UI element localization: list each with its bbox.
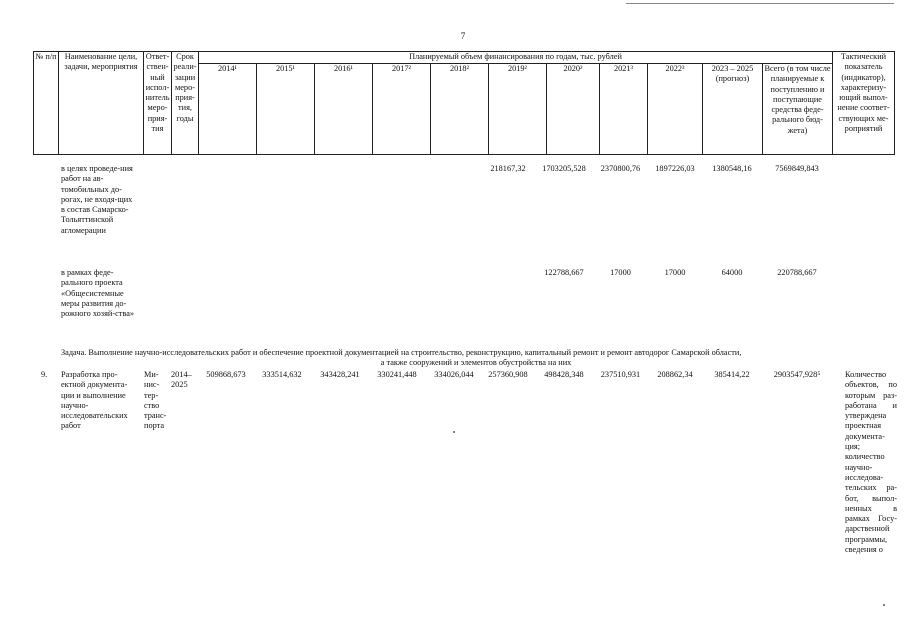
row9-value-total: 2903547,928⁵ [773, 370, 821, 379]
top-rule [626, 3, 894, 4]
row9-term: 2014– 2025 [171, 370, 192, 390]
header-col-num: № п/п [34, 52, 59, 155]
header-year: 2018² [431, 64, 489, 155]
row-a-value-2022: 1897226,03 [655, 164, 695, 173]
row-b-value-2021: 17000 [610, 268, 631, 277]
row9-number: 9. [41, 370, 48, 379]
row-b-value-total: 220788,667 [777, 268, 817, 277]
row-a-value-2023-2025: 1380548,16 [712, 164, 752, 173]
header-year: 2023 – 2025 (прогноз) [703, 64, 763, 155]
row9-indicator: Количество объектов, по которым раз-работана и утверждена проектная документа-ция; количество научно-исследова-тельских ра-бот, выпол-ненных в рамках Госу-дарственной программы, сведения о [845, 370, 897, 555]
row-a-value-2021: 2370800,76 [600, 164, 641, 173]
row9-value-2020: 498428,348 [544, 370, 584, 379]
header-col-indicator: Тактический показатель (индикатор), характеризу-ющий выпол-нение соответ-ствующих ме-роприятий [833, 52, 895, 155]
row-a-value-total: 7569849,843 [775, 164, 819, 173]
header-year: 2015¹ [257, 64, 315, 155]
row9-value-2023-2025: 385414,22 [714, 370, 750, 379]
row9-value-2021: 237510,931 [600, 370, 641, 379]
row-b-value-2020: 122788,667 [544, 268, 584, 277]
row-a-value-2019: 218167,32 [490, 164, 526, 173]
row-b-value-2023-2025: 64000 [721, 268, 743, 277]
page-number: 7 [460, 31, 466, 41]
header-financing: Планируемый объем финансирования по годам, тыс. рублей [199, 52, 833, 64]
row-a-name: в целях проведе-ния работ на ав-томобильных до-рогах, не входя-щих в состав Самарско-Тольяттинской агломерации [61, 164, 133, 235]
header-table [33, 51, 895, 155]
header-year: 2019² [489, 64, 547, 155]
row-b-value-2022: 17000 [664, 268, 686, 277]
scan-speck [453, 431, 455, 433]
header-col-term: Срок реали-зации меро-прия-тия, годы [172, 52, 199, 155]
task-heading: Задача. Выполнение научно-исследовательских работ и обеспечение проектной документацией на строительство, реконструкцию, капитальный ремонт и ремонт автодорог Самарской области, [61, 348, 742, 357]
header-year: 2017² [373, 64, 431, 155]
header-year: 2020² [547, 64, 600, 155]
row9-value-2015: 333514,632 [262, 370, 302, 379]
header-year: 2022³ [648, 64, 703, 155]
row9-value-2017: 330241,448 [377, 370, 417, 379]
header-year: 2014¹ [199, 64, 257, 155]
row9-value-2014: 509868,673 [206, 370, 246, 379]
row-b-name: в рамках феде-рального проекта «Общесистемные меры развития до-рожного хозяй-ства» [61, 268, 135, 319]
header-col-total: Всего (в том числе планируемые к поступлению и поступающие средства феде-рального бюд-жета) [763, 64, 833, 155]
row9-value-2018: 334026,044 [434, 370, 474, 379]
row9-responsible: Ми-нис-тер-ство транс-порта [144, 370, 167, 431]
header-col-resp: Ответ-ствен-ный испол-нитель меро-прия-тия [144, 52, 172, 155]
header-year: 2016¹ [315, 64, 373, 155]
task-heading-continuation: а также сооружений и элементов обустройства на них [380, 358, 572, 367]
row9-value-2019: 257360,908 [488, 370, 528, 379]
header-col-name: Наименование цели, задачи, мероприятия [59, 52, 144, 155]
header-year: 2021³ [600, 64, 648, 155]
row9-value-2016: 343428,241 [320, 370, 360, 379]
row9-name: Разработка про-ектной документа-ции и выполнение научно-исследовательских работ [61, 370, 128, 431]
row9-value-2022: 208862,34 [657, 370, 693, 379]
scan-speck [883, 604, 885, 606]
row-a-value-2020: 1703205,528 [542, 164, 586, 173]
